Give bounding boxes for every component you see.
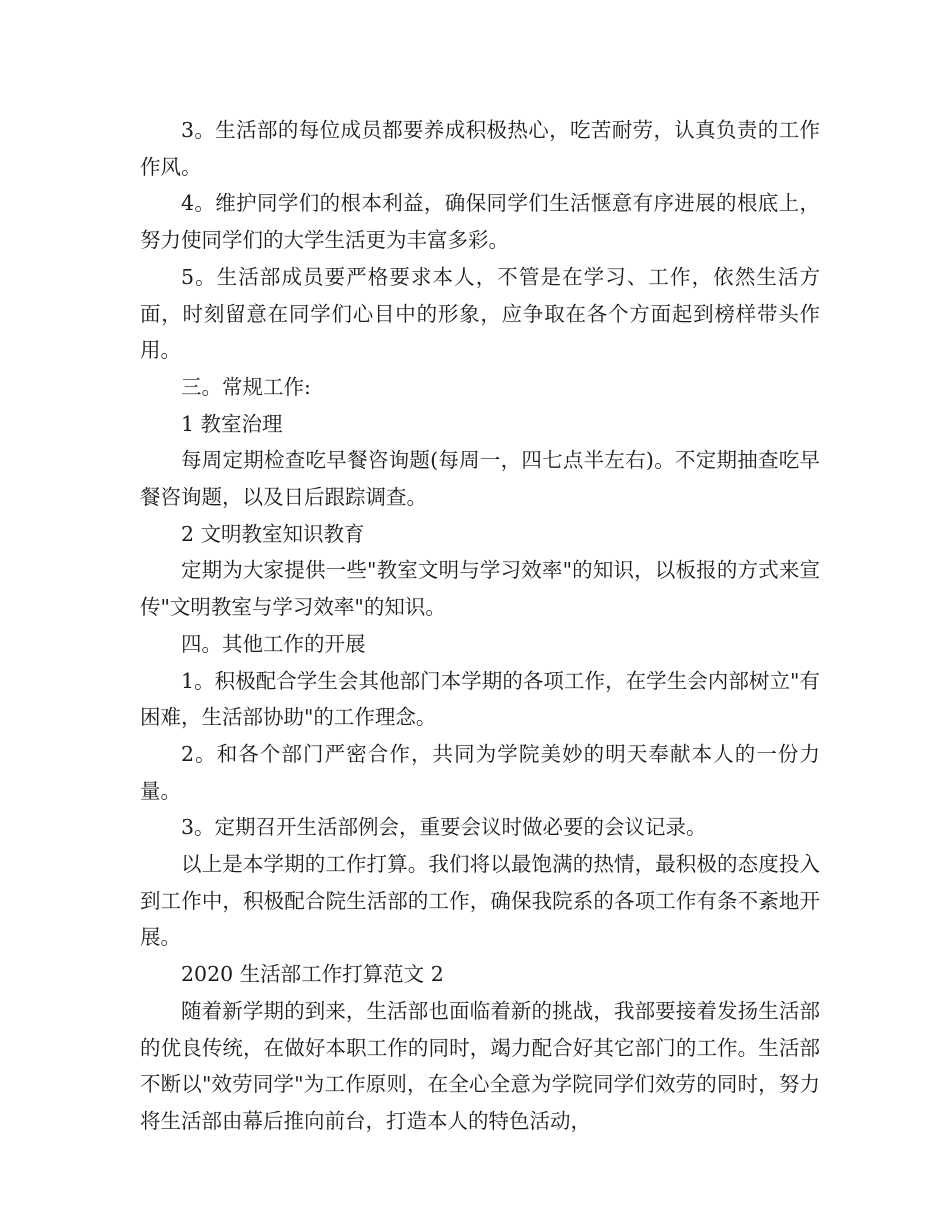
paragraph-other-1: 1。积极配合学生会其他部门本学期的各项工作，在学生会内部树立"有困难，生活部协助"的工作理念。 [140,668,820,730]
paragraph-item-3: 3。生活部的每位成员都要养成积极热心，吃苦耐劳，认真负责的工作作风。 [140,118,820,179]
paragraph-breakfast-check: 每周定期检查吃早餐咨询题(每周一，四七点半左右)。不定期抽查吃早餐咨询题，以及日后跟踪调查。 [140,448,820,510]
paragraph-other-2: 2。和各个部门严密合作，共同为学院美妙的明天奉献本人的一份力量。 [140,741,820,803]
subheading-civilized-classroom: 2 文明教室知识教育 [181,521,365,546]
section-heading-other-work: 四。其他工作的开展 [181,631,366,656]
paragraph-item-5: 5。生活部成员要严格要求本人，不管是在学习、工作，依然生活方面，时刻留意在同学们心目中的形象，应争取在各个方面起到榜样带头作用。 [140,264,820,363]
paragraph-summary: 以上是本学期的工作打算。我们将以最饱满的热情，最积极的态度投入到工作中，积极配合院生活部的工作，确保我院系的各项工作有条不紊地开展。 [140,852,820,950]
paragraph-item-4: 4。维护同学们的根本利益，确保同学们生活惬意有序进展的根底上，努力使同学们的大学生活更为丰富多彩。 [140,191,820,253]
section-heading-routine-work: 三。常规工作: [181,374,311,399]
paragraph-civilized-knowledge: 定期为大家提供一些"教室文明与学习效率"的知识，以板报的方式来宣传"文明教室与学习效率"的知识。 [140,558,820,620]
subheading-classroom-management: 1 教室治理 [181,411,283,436]
heading-sample-2: 2020 生活部工作打算范文 2 [181,962,444,987]
paragraph-sample-2-intro: 随着新学期的到来，生活部也面临着新的挑战，我部要接着发扬生活部的优良传统，在做好本职工作的同时，竭力配合好其它部门的工作。生活部不断以"效劳同学"为工作原则，在全心全意为学院同学们效劳的同时，努力将生活部由幕后推向前台，打造本人的特色活动， [140,998,820,1133]
paragraph-other-3: 3。定期召开生活部例会，重要会议时做必要的会议记录。 [181,815,707,840]
document-body [140,112,820,1140]
